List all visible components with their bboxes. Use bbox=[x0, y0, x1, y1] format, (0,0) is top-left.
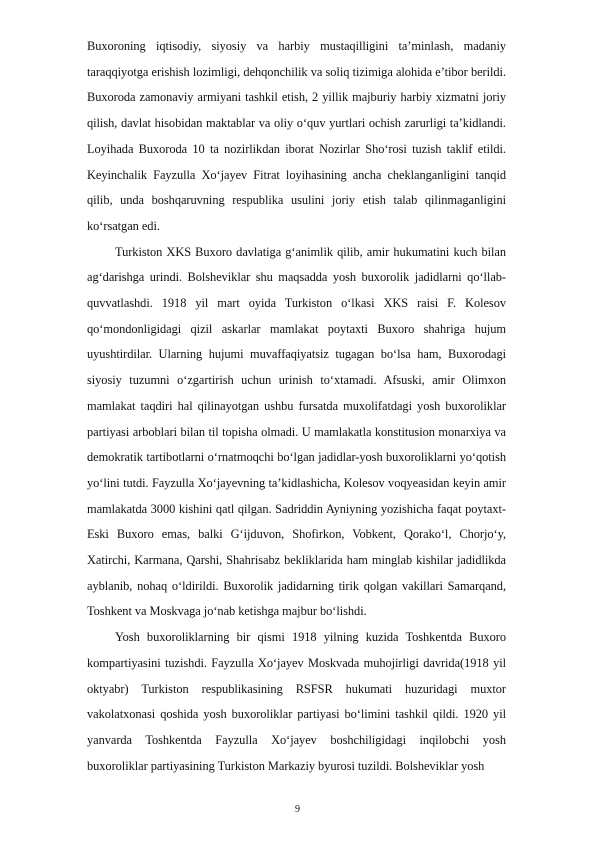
paragraph-1: Buxoroning iqtisodiy, siyosiy va harbiy mustaqilligini ta’minlash, madaniy taraqqiyotga erishish lozimligi, dehqonchilik va soliq tizimiga alohida e’tibor berildi. Buxoroda zamonaviy armiyani tashkil etish, 2 yillik majburiy harbiy xizmatni joriy qilish, davlat hisobidan maktablar va oliy o‘quv yurtlari ochish zarurligi ta’kidlandi. Loyihada Buxoroda 10 ta nozirlikdan iborat Nozirlar Sho‘rosi tuzish taklif etildi. Keyinchalik Fayzulla Xo‘jayev Fitrat loyihasining ancha cheklanganligini tanqid qilib, unda boshqaruvning respublika usulini joriy etish talab qilinmaganligini ko‘rsatgan edi. bbox=[87, 39, 506, 233]
body-text bbox=[87, 34, 506, 779]
paragraph-3: Yosh buxoroliklarning bir qismi 1918 yilning kuzida Toshkentda Buxoro kompartiyasini tuzishdi. Fayzulla Xo‘jayev Moskvada muhojirligi davrida(1918 yil oktyabr) Turkiston respublikasining RSFSR hukumati huzuridagi muxtor vakolatxonasi qoshida yosh buxoroliklar partiyasi bo‘limini tashkil qildi. 1920 yil yanvarda Toshkentda Fayzulla Xo‘jayev boshchiligidagi inqilobchi yosh buxoroliklar partiyasining Turkiston Markaziy byurosi tuzildi. Bolsheviklar yosh bbox=[87, 630, 506, 773]
paragraph-2: Turkiston XKS Buxoro davlatiga g‘animlik qilib, amir hukumatini kuch bilan ag‘darishga urindi. Bolsheviklar shu maqsadda yosh buxorolik jadidlarni qo‘llab-quvvatlashdi. 1918 yil mart oyida Turkiston o‘lkasi XKS raisi F. Kolesov qo‘mondonligidagi qizil askarlar mamlakat poytaxti Buxoro shahriga hujum uyushtirdilar. Ularning hujumi muvaffaqiyatsiz tugagan bo‘lsa ham, Buxorodagi siyosiy tuzumni o‘zgartirish uchun urinish to‘xtamadi. Afsuski, amir Olimxon mamlakat taqdiri hal qilinayotgan ushbu fursatda muxolifatdagi yosh buxoroliklar partiyasi arboblari bilan til topisha olmadi. U mamlakatla konstitusion monarxiya va demokratik tartibotlarni o‘rnatmoqchi bo‘lgan jadidlar-yosh buxoroliklarni yo‘qotish yo‘lini tutdi. Fayzulla Xo‘jayevning ta’kidlashicha, Kolesov voqyeasidan keyin amir mamlakatda 3000 kishini qatl qilgan. Sadriddin Ayniyning yozishicha faqat poytaxt-Eski Buxoro emas, balki G‘ijduvon, Shofirkon, Vobkent, Qorako‘l, Chorjo‘y, Xatirchi, Karmana, Qarshi, Shahrisabz bekliklarida ham minglab kishilar jadidlikda ayblanib, nohaq o‘ldirildi. Buxorolik jadidarning tirik qolgan vakillari Samarqand, Toshkent va Moskvaga jo‘nab ketishga majbur bo‘lishdi. bbox=[87, 244, 506, 619]
page-number: 9 bbox=[295, 804, 300, 815]
